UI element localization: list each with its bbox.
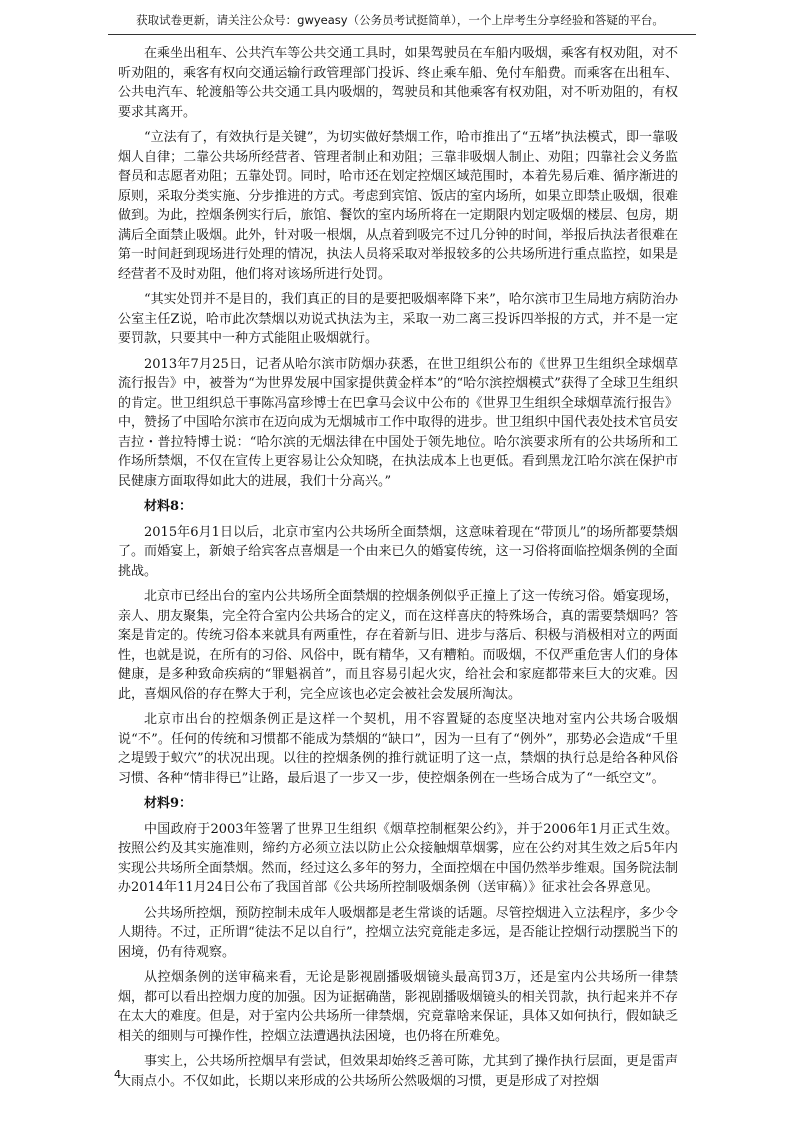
section-heading-material-9: 材料9：: [144, 796, 193, 811]
paragraph: 北京市已经出台的室内公共场所全面禁烟的控烟条例似乎正撞上了这一传统习俗。婚宴现场，亲人、朋友聚集，完全符合室内公共场合的定义，而在这样喜庆的特殊场合，真的需要禁烟吗？答案是肯定的。传统习俗本来就具有两重性，存在着新与旧、进步与落后、积极与消极相对立的两面性，也就是说，在所有的习俗、风俗中，既有精华，又有糟粕。而吸烟，不仅严重危害人们的身体健康，是多种致命疾病的“罪魁祸首”，而且容易引起火灾，给社会和家庭都带来巨大的灾难。因此，喜烟风俗的存在弊大于利，完全应该也必定会被社会发展所淘汰。: [118, 589, 678, 702]
paragraph: “其实处罚并不是目的，我们真正的目的是要把吸烟率降下来”，哈尔滨市卫生局地方病防治办公室主任Z说，哈市此次禁烟以劝说式执法为主，采取一劝二离三投诉四举报的方式，并不是一定要罚款，只要其中一种方式能阻止吸烟就行。: [118, 292, 678, 346]
page-number: 4: [114, 1068, 121, 1081]
paragraph: 公共场所控烟，预防控制未成年人吸烟都是老生常谈的话题。尽管控烟进入立法程序，多少令人期待。不过，正所谓“徒法不足以自行”，控烟立法究竟能走多远，是否能让控烟行动摆脱当下的困境，仍有待观察。: [118, 905, 678, 960]
paragraph: “立法有了，有效执行是关键”，为切实做好禁烟工作，哈市推出了“五堵”执法模式，即一靠吸烟人自律；二靠公共场所经营者、管理者制止和劝阻；三靠非吸烟人制止、劝阻；四靠社会义务监督员和志愿者劝阻；五靠处罚。同时，哈市还在划定控烟区域范围时，本着先易后难、循序渐进的原则，采取分类实施、分步推进的方式。考虑到宾馆、饭店的室内场所，如果立即禁止吸烟，很难做到。为此，控烟条例实行后，旅馆、餐饮的室内场所将在一定期限内划定吸烟的楼层、包房，期满后全面禁止吸烟。此外，针对吸一根烟，从点着到吸完不过几分钟的时间，举报后执法者很难在第一时间赶到现场进行处理的情况，执法人员将采取对举报较多的公共场所进行重点监控，如果是经营者不及时劝阻，他们将对该场所进行处罚。: [118, 130, 678, 282]
paragraph: 北京市出台的控烟条例正是这样一个契机，用不容置疑的态度坚决地对室内公共场合吸烟说“不”。任何的传统和习惯都不能成为禁烟的“缺口”，因为一旦有了“例外”，那势必会造成“千里之堤毁于蚁穴”的状况出现。以往的控烟条例的推行就证明了这一点，禁烟的执行总是给各种风俗习惯、各种“情非得已”让路，最后退了一步又一步，使控烟条例在一些场合成为了“一纸空文”。: [118, 712, 678, 786]
paragraph: 从控烟条例的送审稿来看，无论是影视剧播吸烟镜头最高罚3万，还是室内公共场所一律禁烟，都可以看出控烟力度的加强。因为证据确凿，影视剧播吸烟镜头的相关罚款，执行起来并不存在太大的难度。但是，对于室内公共场所一律禁烟，究竟靠啥来保证，具体又如何执行，假如缺乏相关的细则与可操作性，控烟立法遭遇执法困境，也仍将在所难免。: [118, 970, 678, 1044]
header-divider: [108, 34, 696, 35]
document-body: [118, 44, 678, 1097]
page-header: 获取试卷更新，请关注公众号：gwyeasy（公务员考试挺简单），一个上岸考生分享经验和答疑的平台。: [136, 13, 664, 27]
paragraph: 在乘坐出租车、公共汽车等公共交通工具时，如果驾驶员在车船内吸烟，乘客有权劝阻，对不听劝阻的，乘客有权向交通运输行政管理部门投诉、终止乘车船、免付车船费。而乘客在出租车、公共电汽车、轮渡船等公共交通工具内吸烟的，驾驶员和其他乘客有权劝阻，对不听劝阻的，有权要求其离开。: [118, 46, 678, 120]
paragraph: 2013年7月25日，记者从哈尔滨市防烟办获悉，在世卫组织公布的《世界卫生组织全球烟草流行报告》中，被誉为“为世界发展中国家提供黄金样本”的“哈尔滨控烟模式”获得了全球卫生组织的肯定。世卫组织总干事陈冯富珍博士在巴拿马会议中公布的《世界卫生组织全球烟草流行报告》中，赞扬了中国哈尔滨市在迈向成为无烟城市工作中取得的进步。世卫组织中国代表处技术官员安吉拉・普拉特博士说：“哈尔滨的无烟法律在中国处于领先地位。哈尔滨要求所有的公共场所和工作场所禁烟，不仅在宣传上更容易让公众知晓，在执法成本上也更低。看到黑龙江哈尔滨在保护市民健康方面取得如此大的进展，我们十分高兴。”: [118, 356, 678, 489]
section-heading-material-8: 材料8：: [144, 499, 193, 514]
paragraph: 中国政府于2003年签署了世界卫生组织《烟草控制框架公约》，并于2006年1月正式生效。按照公约及其实施准则，缔约方必须立法以防止公众接触烟草烟雾，应在公约对其生效之后5年内实现公共场所全面禁烟。然而，经过这么多年的努力，全面控烟在中国仍然举步维艰。国务院法制办2014年11月24日公布了我国首部《公共场所控制吸烟条例（送审稿）》征求社会各界意见。: [118, 821, 678, 895]
paragraph: 2015年6月1日以后，北京市室内公共场所全面禁烟，这意味着现在“带顶儿”的场所都要禁烟了。而婚宴上，新娘子给宾客点喜烟是一个由来已久的婚宴传统，这一习俗将面临控烟条例的全面挑战。: [118, 524, 678, 579]
paragraph: 事实上，公共场所控烟早有尝试，但效果却始终乏善可陈，尤其到了操作执行层面，更是雷声大雨点小。不仅如此，长期以来形成的公共场所公然吸烟的习惯，更是形成了对控烟: [118, 1054, 678, 1089]
